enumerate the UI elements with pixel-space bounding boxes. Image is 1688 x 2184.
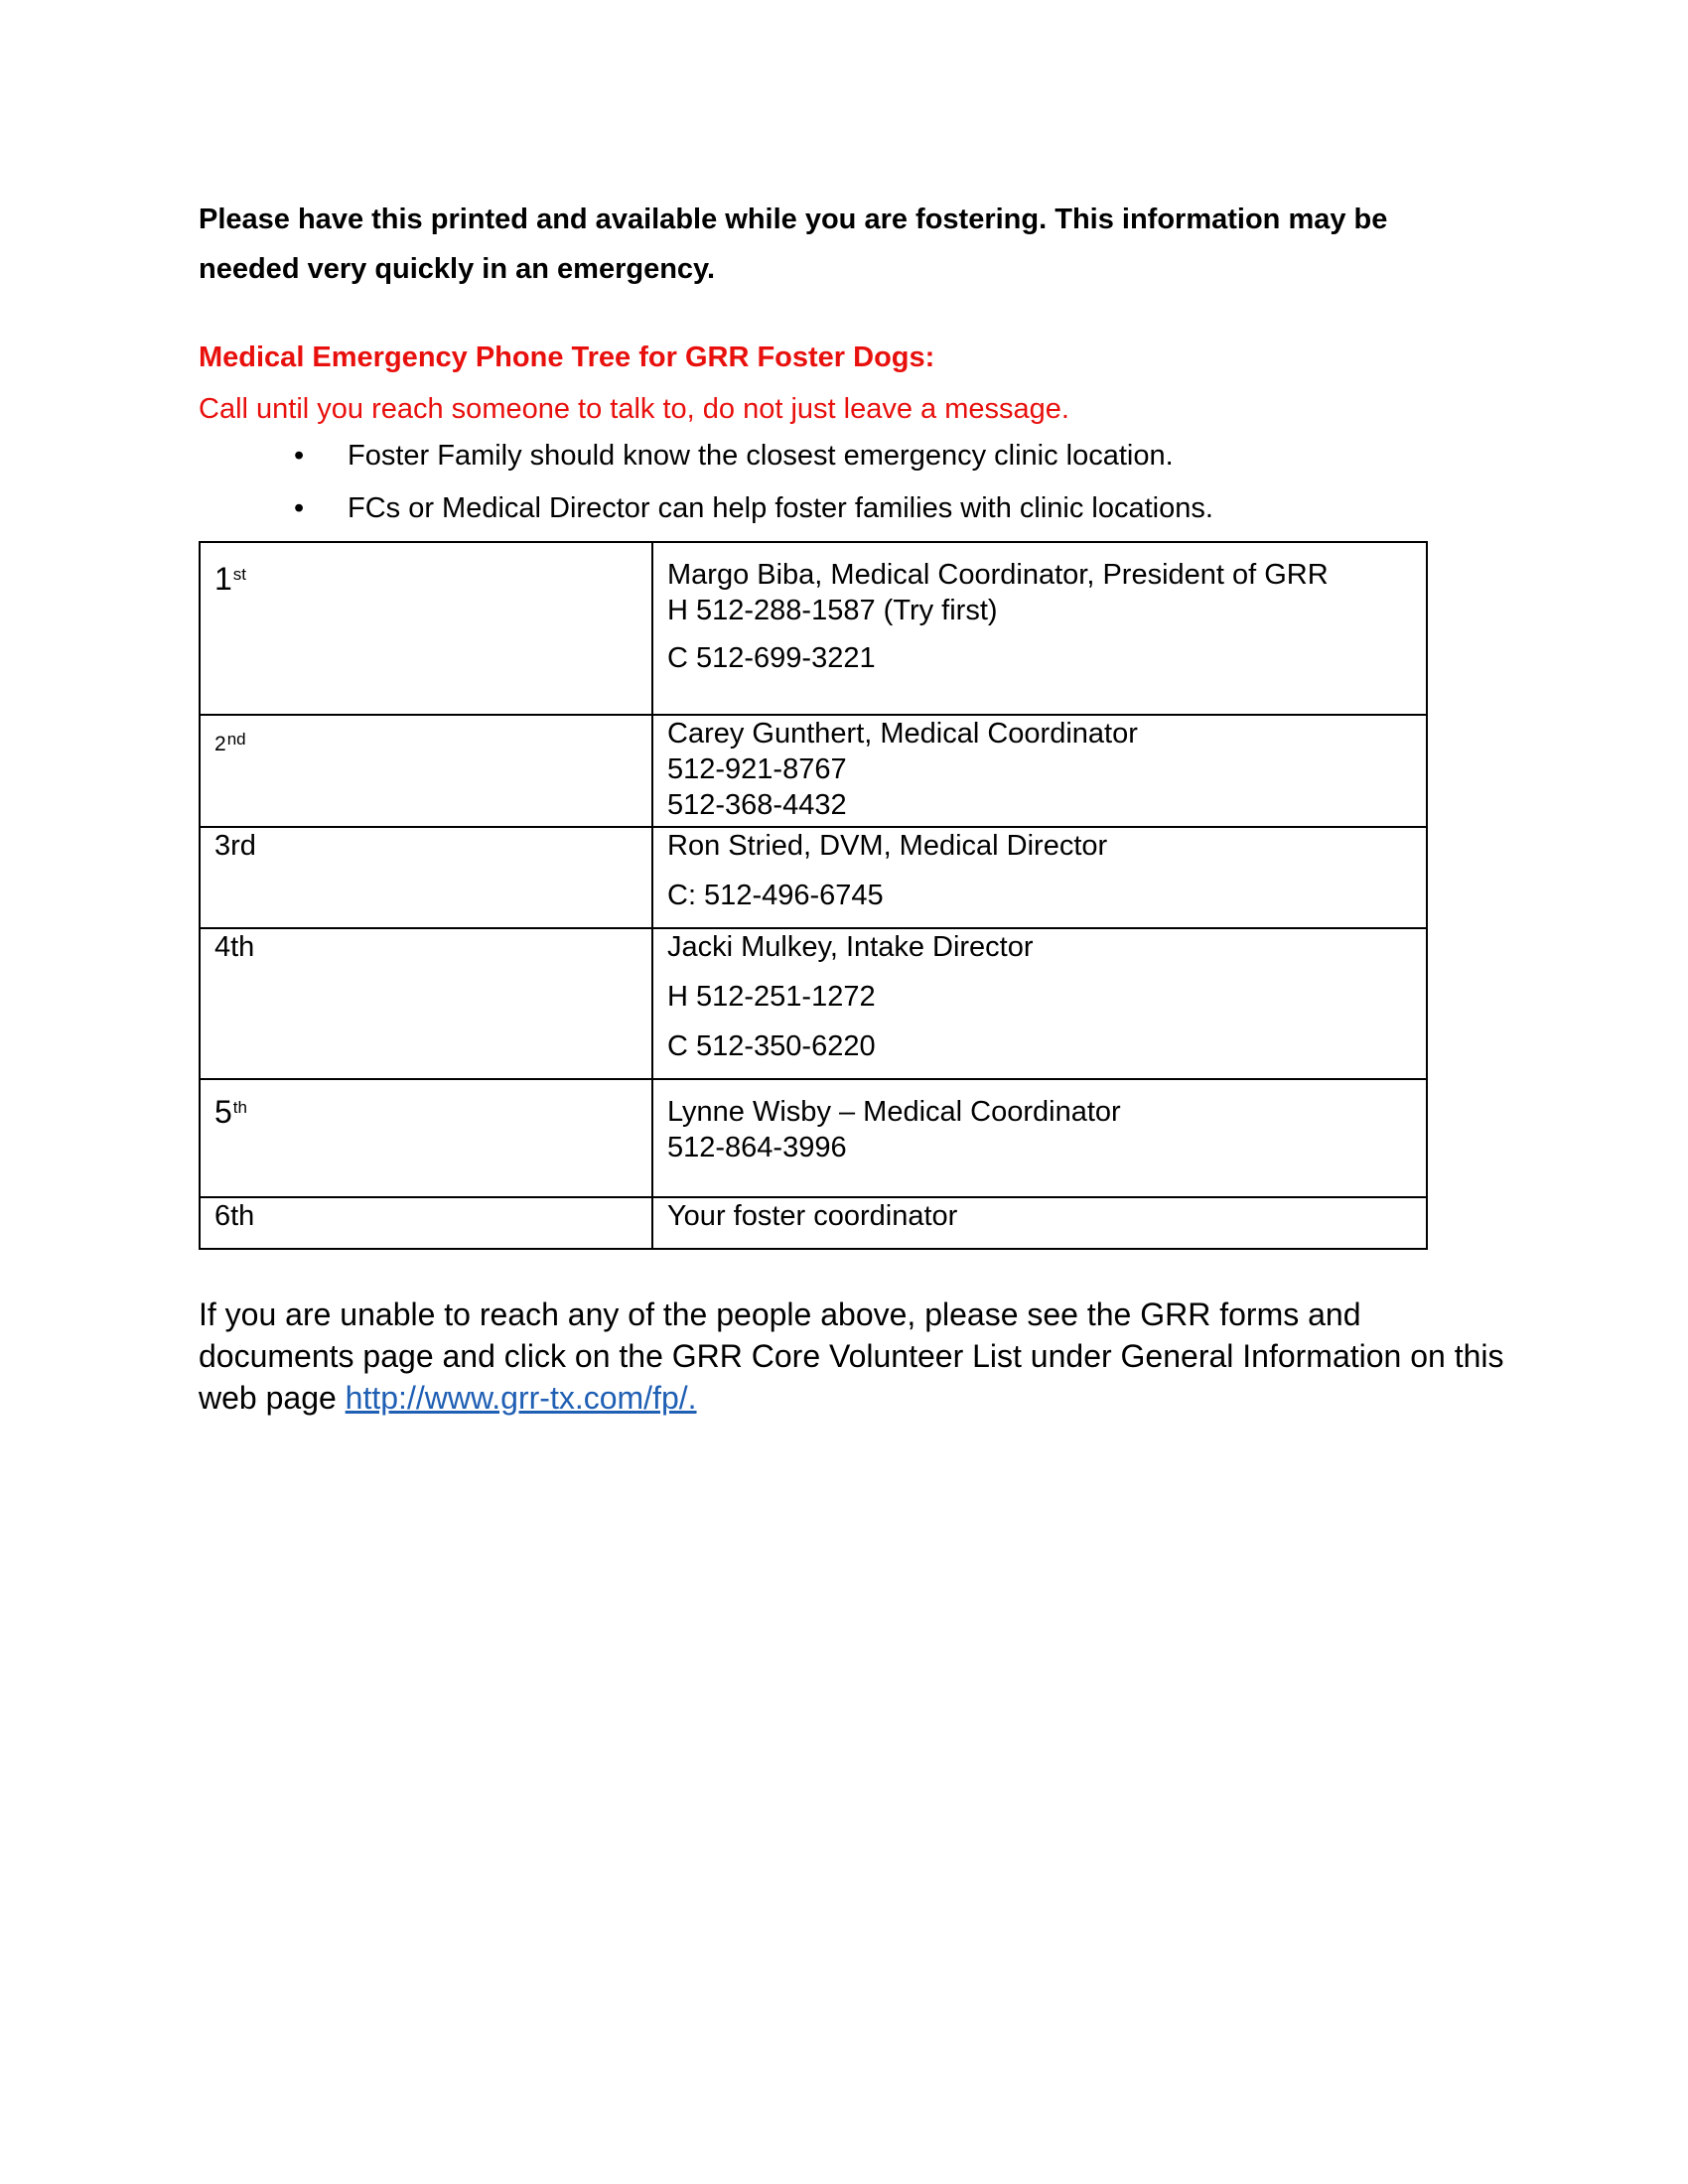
contact-name: Lynne Wisby – Medical Coordinator: [667, 1096, 1121, 1128]
rank-cell: [200, 1079, 652, 1197]
contact-cell: [652, 827, 1427, 928]
contact-phone: C 512-350-6220: [667, 1030, 876, 1062]
table-row: [200, 827, 1427, 928]
phone-tree-table: [199, 541, 1428, 1250]
bullet-icon: •: [294, 440, 305, 472]
rank-ordinal-suffix: nd: [226, 730, 246, 749]
contact-phone: 512-368-4432: [667, 789, 847, 821]
contact-cell: [652, 715, 1427, 827]
contact-cell: [652, 1197, 1427, 1249]
rank-number: 2: [214, 733, 226, 755]
contact-cell: [652, 1079, 1427, 1197]
contact-phone: 512-864-3996: [667, 1132, 847, 1163]
call-instruction: Call until you reach someone to talk to, do not just leave a message.: [199, 393, 1069, 425]
rank-cell: [200, 715, 652, 827]
contact-cell: [652, 928, 1427, 1079]
rank-cell: [200, 928, 652, 1079]
rank-label: 3rd: [214, 830, 256, 862]
rank-label: 4th: [214, 931, 255, 963]
rank-number: 5: [214, 1094, 232, 1130]
contact-name: Margo Biba, Medical Coordinator, President of GRR: [667, 559, 1329, 591]
intro-notice: Please have this printed and available while you are fostering. This information may be needed very quickly in an emergency.: [199, 204, 1388, 285]
bullet-icon: •: [294, 492, 305, 524]
table-row: [200, 1197, 1427, 1249]
rank-label: 6th: [214, 1200, 255, 1232]
table-row: [200, 715, 1427, 827]
contact-cell: [652, 542, 1427, 715]
contact-phone: H 512-251-1272: [667, 981, 876, 1013]
rank-cell: [200, 827, 652, 928]
phone-tree-heading: Medical Emergency Phone Tree for GRR Foster Dogs:: [199, 341, 935, 373]
table-row: [200, 1079, 1427, 1197]
contact-name: Jacki Mulkey, Intake Director: [667, 931, 1034, 963]
rank-ordinal-suffix: th: [232, 1098, 247, 1117]
clinic-bullet-list: [199, 438, 1489, 526]
bullet-text: FCs or Medical Director can help foster families with clinic locations.: [348, 492, 1213, 524]
bullet-item: [199, 438, 1489, 474]
bullet-text: Foster Family should know the closest emergency clinic location.: [348, 440, 1174, 472]
table-row: [200, 542, 1427, 715]
volunteer-list-link[interactable]: http://www.grr-tx.com/fp/.: [345, 1380, 697, 1416]
contact-name: Carey Gunthert, Medical Coordinator: [667, 718, 1138, 750]
contact-phone: C 512-699-3221: [667, 642, 876, 674]
document-page: [199, 195, 1504, 1419]
rank-cell: [200, 1197, 652, 1249]
rank-cell: [200, 542, 652, 715]
table-row: [200, 928, 1427, 1079]
contact-phone: C: 512-496-6745: [667, 880, 884, 911]
contact-name: Your foster coordinator: [667, 1200, 958, 1232]
bullet-item: [199, 490, 1489, 526]
rank-number: 1: [214, 561, 232, 597]
footer-text: If you are unable to reach any of the people above, please see the GRR forms and documents page and click on the GRR Core Volunteer List under General Information on this web page: [199, 1297, 1504, 1416]
contact-name: Ron Stried, DVM, Medical Director: [667, 830, 1108, 862]
rank-ordinal-suffix: st: [232, 565, 247, 584]
contact-phone: 512-921-8767: [667, 753, 847, 785]
contact-phone: H 512-288-1587 (Try first): [667, 595, 998, 626]
footer-note: [199, 1294, 1509, 1419]
